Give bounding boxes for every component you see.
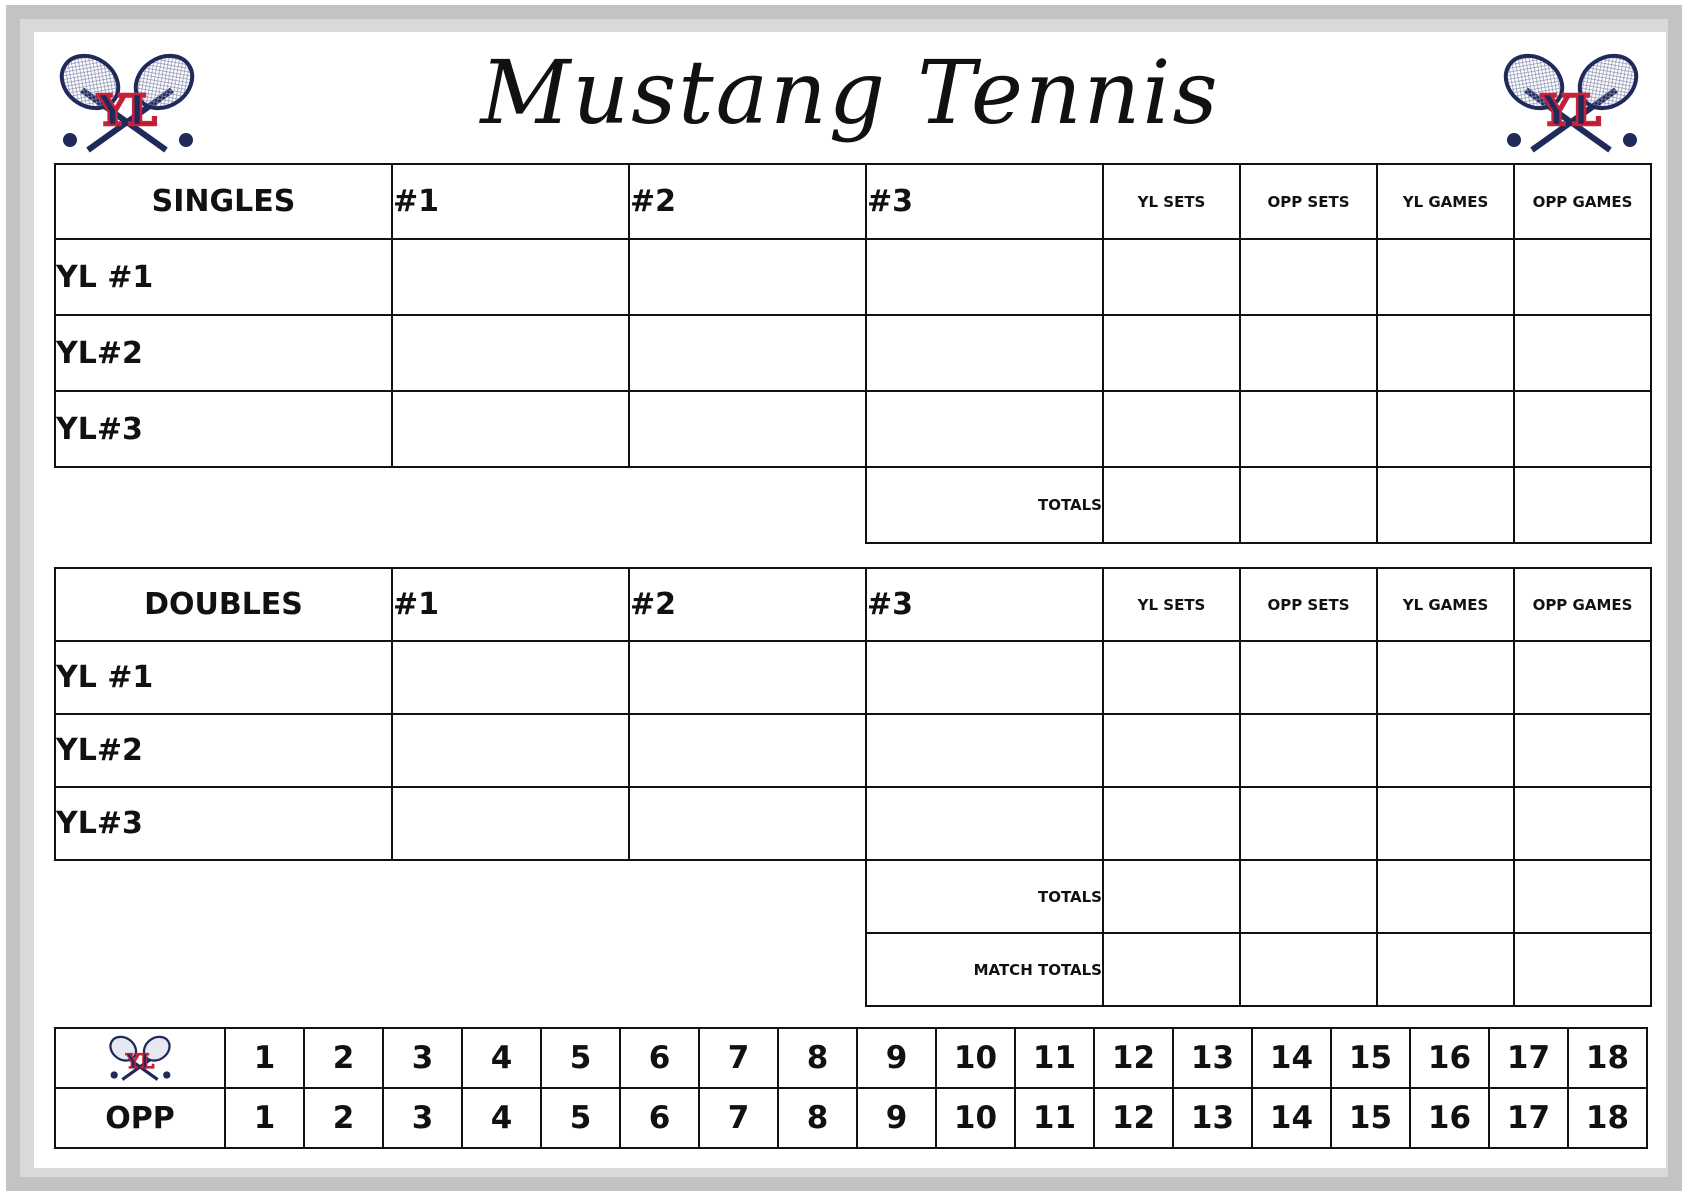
score-cell[interactable] (629, 641, 866, 714)
tennis-racket-logo-svg (1496, 50, 1646, 155)
opp-games-header: OPP GAMES (1514, 164, 1651, 239)
opp-game-6[interactable]: 6 (620, 1088, 699, 1148)
score-cell[interactable] (629, 714, 866, 787)
set-header-2: #2 (629, 164, 866, 239)
score-cell[interactable] (1103, 641, 1240, 714)
yl-game-18[interactable]: 18 (1568, 1028, 1647, 1088)
score-cell[interactable] (629, 315, 866, 391)
score-cell[interactable] (1514, 714, 1651, 787)
scoreboard-sheet (34, 32, 1666, 1168)
doubles-table (54, 567, 1652, 1007)
score-cell[interactable] (1514, 787, 1651, 860)
set-header-1: #1 (392, 568, 629, 641)
match-total-cell[interactable] (1377, 933, 1514, 1006)
opp-game-14[interactable]: 14 (1252, 1088, 1331, 1148)
opp-sets-header: OPP SETS (1240, 568, 1377, 641)
tennis-racket-logo-svg (106, 1034, 174, 1082)
score-cell[interactable] (1103, 787, 1240, 860)
score-cell[interactable] (1240, 315, 1377, 391)
yl-game-7[interactable]: 7 (699, 1028, 778, 1088)
spacer (392, 860, 629, 933)
score-cell[interactable] (1240, 714, 1377, 787)
score-cell[interactable] (1377, 714, 1514, 787)
set-header-3: #3 (866, 164, 1103, 239)
score-cell[interactable] (1103, 714, 1240, 787)
opp-games-header: OPP GAMES (1514, 568, 1651, 641)
spacer (629, 860, 866, 933)
page-title: Mustang Tennis (480, 41, 1220, 144)
opp-game-16[interactable]: 16 (1410, 1088, 1489, 1148)
score-cell[interactable] (392, 714, 629, 787)
opp-row-label: OPP (55, 1088, 225, 1148)
score-cell[interactable] (1240, 239, 1377, 315)
tennis-racket-logo-icon (52, 50, 202, 155)
spacer (629, 467, 866, 543)
tennis-racket-logo-svg (52, 50, 202, 155)
row-label: YL #1 (55, 641, 392, 714)
score-cell[interactable] (392, 787, 629, 860)
row-label: YL#2 (55, 315, 392, 391)
score-cell[interactable] (1377, 239, 1514, 315)
yl-game-12[interactable]: 12 (1094, 1028, 1173, 1088)
set-header-1: #1 (392, 164, 629, 239)
set-header-2: #2 (629, 568, 866, 641)
totals-row (55, 467, 1651, 543)
table-row (55, 787, 1651, 860)
row-label: YL#2 (55, 714, 392, 787)
tennis-racket-logo-icon (106, 1034, 174, 1082)
singles-header-row (55, 164, 1651, 239)
totals-label: TOTALS (866, 467, 1103, 543)
yl-game-14[interactable]: 14 (1252, 1028, 1331, 1088)
score-cell[interactable] (1377, 391, 1514, 467)
score-cell[interactable] (1514, 315, 1651, 391)
yl-game-8[interactable]: 8 (778, 1028, 857, 1088)
table-row (55, 641, 1651, 714)
score-cell[interactable] (629, 787, 866, 860)
opp-game-9[interactable]: 9 (857, 1088, 936, 1148)
yl-sets-header: YL SETS (1103, 164, 1240, 239)
score-cell[interactable] (629, 391, 866, 467)
score-cell[interactable] (866, 787, 1103, 860)
total-cell[interactable] (1377, 860, 1514, 933)
score-cell[interactable] (1377, 641, 1514, 714)
match-scoreboard (54, 1027, 1648, 1149)
match-totals-label: MATCH TOTALS (866, 933, 1103, 1006)
yl-game-1[interactable]: 1 (225, 1028, 304, 1088)
opp-game-2[interactable]: 2 (304, 1088, 383, 1148)
totals-label: TOTALS (866, 860, 1103, 933)
spacer (55, 467, 392, 543)
svg-text:YL: YL (1541, 86, 1601, 135)
opp-game-8[interactable]: 8 (778, 1088, 857, 1148)
opp-game-1[interactable]: 1 (225, 1088, 304, 1148)
score-cell[interactable] (392, 391, 629, 467)
yl-row-logo (55, 1028, 225, 1088)
score-cell[interactable] (866, 315, 1103, 391)
opp-game-18[interactable]: 18 (1568, 1088, 1647, 1148)
spacer (629, 933, 866, 1006)
opp-game-10[interactable]: 10 (936, 1088, 1015, 1148)
total-cell[interactable] (1514, 467, 1651, 543)
svg-text:YL: YL (97, 86, 157, 135)
score-cell[interactable] (1240, 391, 1377, 467)
score-cell[interactable] (1514, 391, 1651, 467)
yl-games-header: YL GAMES (1377, 164, 1514, 239)
spacer (55, 860, 392, 933)
match-total-cell[interactable] (1514, 933, 1651, 1006)
totals-row (55, 860, 1651, 933)
yl-game-3[interactable]: 3 (383, 1028, 462, 1088)
total-cell[interactable] (1103, 467, 1240, 543)
spacer (392, 933, 629, 1006)
yl-games-header: YL GAMES (1377, 568, 1514, 641)
score-cell[interactable] (629, 239, 866, 315)
score-cell[interactable] (1514, 641, 1651, 714)
opp-game-13[interactable]: 13 (1173, 1088, 1252, 1148)
score-cell[interactable] (1377, 787, 1514, 860)
yl-game-2[interactable]: 2 (304, 1028, 383, 1088)
yl-game-15[interactable]: 15 (1331, 1028, 1410, 1088)
yl-game-10[interactable]: 10 (936, 1028, 1015, 1088)
score-cell[interactable] (392, 641, 629, 714)
score-cell[interactable] (1514, 239, 1651, 315)
score-cell[interactable] (866, 391, 1103, 467)
spacer (55, 933, 392, 1006)
score-cell[interactable] (866, 641, 1103, 714)
doubles-header-row (55, 568, 1651, 641)
yl-sets-header: YL SETS (1103, 568, 1240, 641)
opp-score-row (55, 1088, 1647, 1148)
opp-game-12[interactable]: 12 (1094, 1088, 1173, 1148)
svg-text:YL: YL (125, 1049, 155, 1074)
yl-game-13[interactable]: 13 (1173, 1028, 1252, 1088)
opp-game-7[interactable]: 7 (699, 1088, 778, 1148)
score-cell[interactable] (1240, 787, 1377, 860)
score-cell[interactable] (1240, 641, 1377, 714)
score-cell[interactable] (1103, 239, 1240, 315)
total-cell[interactable] (1240, 860, 1377, 933)
row-label: YL #1 (55, 239, 392, 315)
score-cell[interactable] (392, 315, 629, 391)
opp-sets-header: OPP SETS (1240, 164, 1377, 239)
match-total-cell[interactable] (1103, 933, 1240, 1006)
yl-game-17[interactable]: 17 (1489, 1028, 1568, 1088)
yl-game-5[interactable]: 5 (541, 1028, 620, 1088)
spacer (392, 467, 629, 543)
score-cell[interactable] (866, 239, 1103, 315)
opp-game-15[interactable]: 15 (1331, 1088, 1410, 1148)
total-cell[interactable] (1514, 860, 1651, 933)
table-row (55, 391, 1651, 467)
set-header-3: #3 (866, 568, 1103, 641)
yl-game-6[interactable]: 6 (620, 1028, 699, 1088)
row-label: YL#3 (55, 391, 392, 467)
match-totals-row (55, 933, 1651, 1006)
yl-game-9[interactable]: 9 (857, 1028, 936, 1088)
yl-game-4[interactable]: 4 (462, 1028, 541, 1088)
yl-score-row (55, 1028, 1647, 1088)
score-cell[interactable] (392, 239, 629, 315)
yl-game-11[interactable]: 11 (1015, 1028, 1094, 1088)
tennis-racket-logo-icon (1496, 50, 1646, 155)
opp-game-4[interactable]: 4 (462, 1088, 541, 1148)
total-cell[interactable] (1103, 860, 1240, 933)
table-row (55, 315, 1651, 391)
match-total-cell[interactable] (1240, 933, 1377, 1006)
opp-game-5[interactable]: 5 (541, 1088, 620, 1148)
row-label: YL#3 (55, 787, 392, 860)
singles-header: SINGLES (55, 164, 392, 239)
opp-game-3[interactable]: 3 (383, 1088, 462, 1148)
singles-table (54, 163, 1652, 544)
score-cell[interactable] (1103, 391, 1240, 467)
total-cell[interactable] (1240, 467, 1377, 543)
score-cell[interactable] (1377, 315, 1514, 391)
doubles-header: DOUBLES (55, 568, 392, 641)
table-row (55, 714, 1651, 787)
yl-game-16[interactable]: 16 (1410, 1028, 1489, 1088)
score-cell[interactable] (1103, 315, 1240, 391)
table-row (55, 239, 1651, 315)
total-cell[interactable] (1377, 467, 1514, 543)
opp-game-11[interactable]: 11 (1015, 1088, 1094, 1148)
opp-game-17[interactable]: 17 (1489, 1088, 1568, 1148)
score-cell[interactable] (866, 714, 1103, 787)
